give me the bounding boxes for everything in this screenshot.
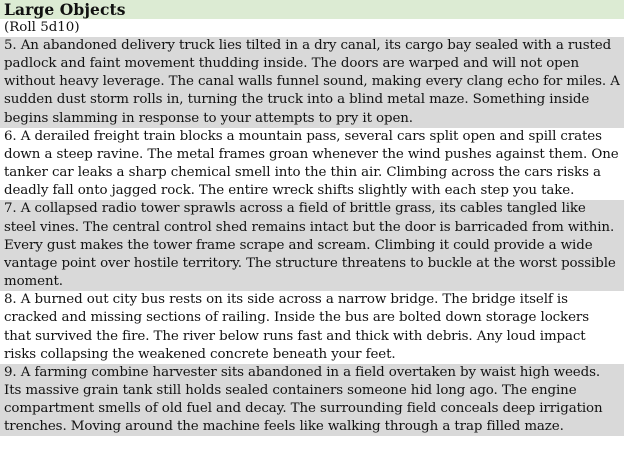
table-entry-5: 5. An abandoned delivery truck lies tilted in a dry canal, its cargo bay sealed with a rusted padlock and faint movement thudding inside. The doors are warped and will not open without heavy leverage. The canal walls funnel sound, making every clang echo for miles. A sudden dust storm rolls in, turning the truck into a blind metal maze. Something inside begins slamming in response to your attempts to pry it open. <box>0 37 624 128</box>
roll-instruction: (Roll 5d10) <box>0 19 624 37</box>
table-title: Large Objects <box>0 0 624 19</box>
table-entry-6: 6. A derailed freight train blocks a mountain pass, several cars split open and spill crates down a steep ravine. The metal frames groan whenever the wind pushes against them. One tanker car leaks a sharp chemical smell into the thin air. Climbing across the cars risks a deadly fall onto jagged rock. The entire wreck shifts slightly with each step you take. <box>0 128 624 201</box>
table-entry-7: 7. A collapsed radio tower sprawls across a field of brittle grass, its cables tangled like steel vines. The central control shed remains intact but the door is barricaded from within. Every gust makes the tower frame scrape and scream. Climbing it could provide a wide vantage point over hostile territory. The structure threatens to buckle at the worst possible moment. <box>0 200 624 291</box>
table-entry-8: 8. A burned out city bus rests on its side across a narrow bridge. The bridge itself is cracked and missing sections of railing. Inside the bus are bolted down storage lockers that survived the fire. The river below runs fast and thick with debris. Any loud impact risks collapsing the weakened concrete beneath your feet. <box>0 291 624 364</box>
table-entry-9: 9. A farming combine harvester sits abandoned in a field overtaken by waist high weeds. Its massive grain tank still holds sealed containers someone hid long ago. The engine compartment smells of old fuel and decay. The surrounding field conceals deep irrigation trenches. Moving around the machine feels like walking through a trap filled maze. <box>0 364 624 437</box>
